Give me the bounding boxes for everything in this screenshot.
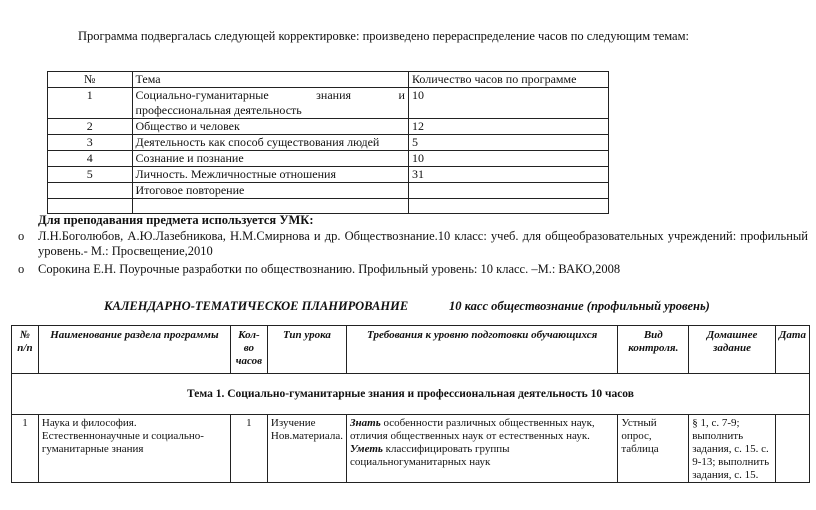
row-num: 1 xyxy=(48,88,133,119)
umk-heading: Для преподавания предмета используется УМК: xyxy=(38,213,314,227)
row-hours: 10 xyxy=(408,88,608,119)
table-row xyxy=(48,88,609,119)
row-num xyxy=(48,183,133,199)
list-item-text: Л.Н.Боголюбов, А.Ю.Лазебникова, Н.М.Смирнова и др. Обществознание.10 класс: учеб. для общеобразовательных учреждений: профильный уровень.- М.: Просвещение,2010 xyxy=(38,229,808,258)
calendar-title xyxy=(104,299,710,314)
list-item-text: Сорокина Е.Н. Поурочные разработки по обществознанию. Профильный уровень: 10 класс. –М.: ВАКО,2008 xyxy=(38,262,621,276)
header-topic: Тема xyxy=(132,72,408,88)
row-num: 2 xyxy=(48,119,133,135)
req-know-label: Знать xyxy=(349,417,381,429)
header-date: Дата xyxy=(775,326,809,374)
header-homework: Домашнее задание xyxy=(689,326,776,374)
table-row-empty xyxy=(48,199,609,214)
row-topic: Деятельность как способ существования людей xyxy=(132,135,408,151)
table-row xyxy=(48,167,609,183)
table-row xyxy=(12,415,810,483)
cell-type: Изучение Нов.материала. xyxy=(267,415,346,483)
bullet-icon: o xyxy=(18,262,25,276)
table-row xyxy=(48,183,609,199)
table-header-row xyxy=(48,72,609,88)
header-num: № xyxy=(48,72,133,88)
row-topic: Итоговое повторение xyxy=(132,183,408,199)
cell-section: Наука и философия. Естественнонаучные и социально-гуманитарные знания xyxy=(38,415,230,483)
row-hours xyxy=(408,183,608,199)
req-know-text: особенности различных общественных наук, отличия общественных наук от естественных наук. xyxy=(349,417,595,442)
row-topic: Личность. Межличностные отношения xyxy=(132,167,408,183)
row-num: 4 xyxy=(48,151,133,167)
hours-table xyxy=(47,71,609,214)
cell-hours: 1 xyxy=(230,415,267,483)
row-num xyxy=(48,199,133,214)
umk-list xyxy=(18,229,808,280)
bullet-icon: o xyxy=(18,229,25,243)
calendar-header-row xyxy=(12,326,810,374)
req-can-text: классифицировать группы социальногуманитарных наук xyxy=(349,443,510,468)
calendar-title-text: КАЛЕНДАРНО-ТЕМАТИЧЕСКОЕ ПЛАНИРОВАНИЕ xyxy=(104,299,409,313)
row-hours: 10 xyxy=(408,151,608,167)
header-hours: Количество часов по программе xyxy=(408,72,608,88)
req-can-label: Уметь xyxy=(349,443,383,455)
header-num: № п/п xyxy=(12,326,39,374)
header-requirements: Требования к уровню подготовки обучающихся xyxy=(346,326,617,374)
row-hours: 31 xyxy=(408,167,608,183)
theme-row xyxy=(12,374,810,415)
row-topic: Общество и человек xyxy=(132,119,408,135)
header-section: Наименование раздела программы xyxy=(38,326,230,374)
row-topic: Сознание и познание xyxy=(132,151,408,167)
calendar-table xyxy=(11,325,810,483)
cell-requirements xyxy=(346,415,617,483)
cell-num: 1 xyxy=(12,415,39,483)
table-row xyxy=(48,151,609,167)
row-hours: 12 xyxy=(408,119,608,135)
list-item xyxy=(18,262,808,277)
table-row xyxy=(48,135,609,151)
header-hours: Кол-во часов xyxy=(230,326,267,374)
row-hours xyxy=(408,199,608,214)
theme-title: Тема 1. Социально-гуманитарные знания и профессиональная деятельность 10 часов xyxy=(12,374,810,415)
cell-control: Устный опрос, таблица xyxy=(618,415,689,483)
row-topic xyxy=(132,199,408,214)
header-control: Вид контроля. xyxy=(618,326,689,374)
row-topic-line1: Социально-гуманитарные знания и xyxy=(135,88,405,102)
list-item xyxy=(18,229,808,259)
row-hours: 5 xyxy=(408,135,608,151)
row-num: 3 xyxy=(48,135,133,151)
intro-text: Программа подвергалась следующей корректировке: произведено перераспределение часов по следующим темам: xyxy=(78,29,689,43)
calendar-subtitle: 10 касс обществознание (профильный уровень) xyxy=(449,299,710,313)
header-type: Тип урока xyxy=(267,326,346,374)
row-topic-line2: профессиональная деятельность xyxy=(135,103,302,117)
cell-homework: § 1, с. 7-9; выполнить задания, с. 15. с. 9-13; выполнить задания, с. 15. xyxy=(689,415,776,483)
row-num: 5 xyxy=(48,167,133,183)
table-row xyxy=(48,119,609,135)
cell-date xyxy=(775,415,809,483)
row-topic xyxy=(132,88,408,119)
